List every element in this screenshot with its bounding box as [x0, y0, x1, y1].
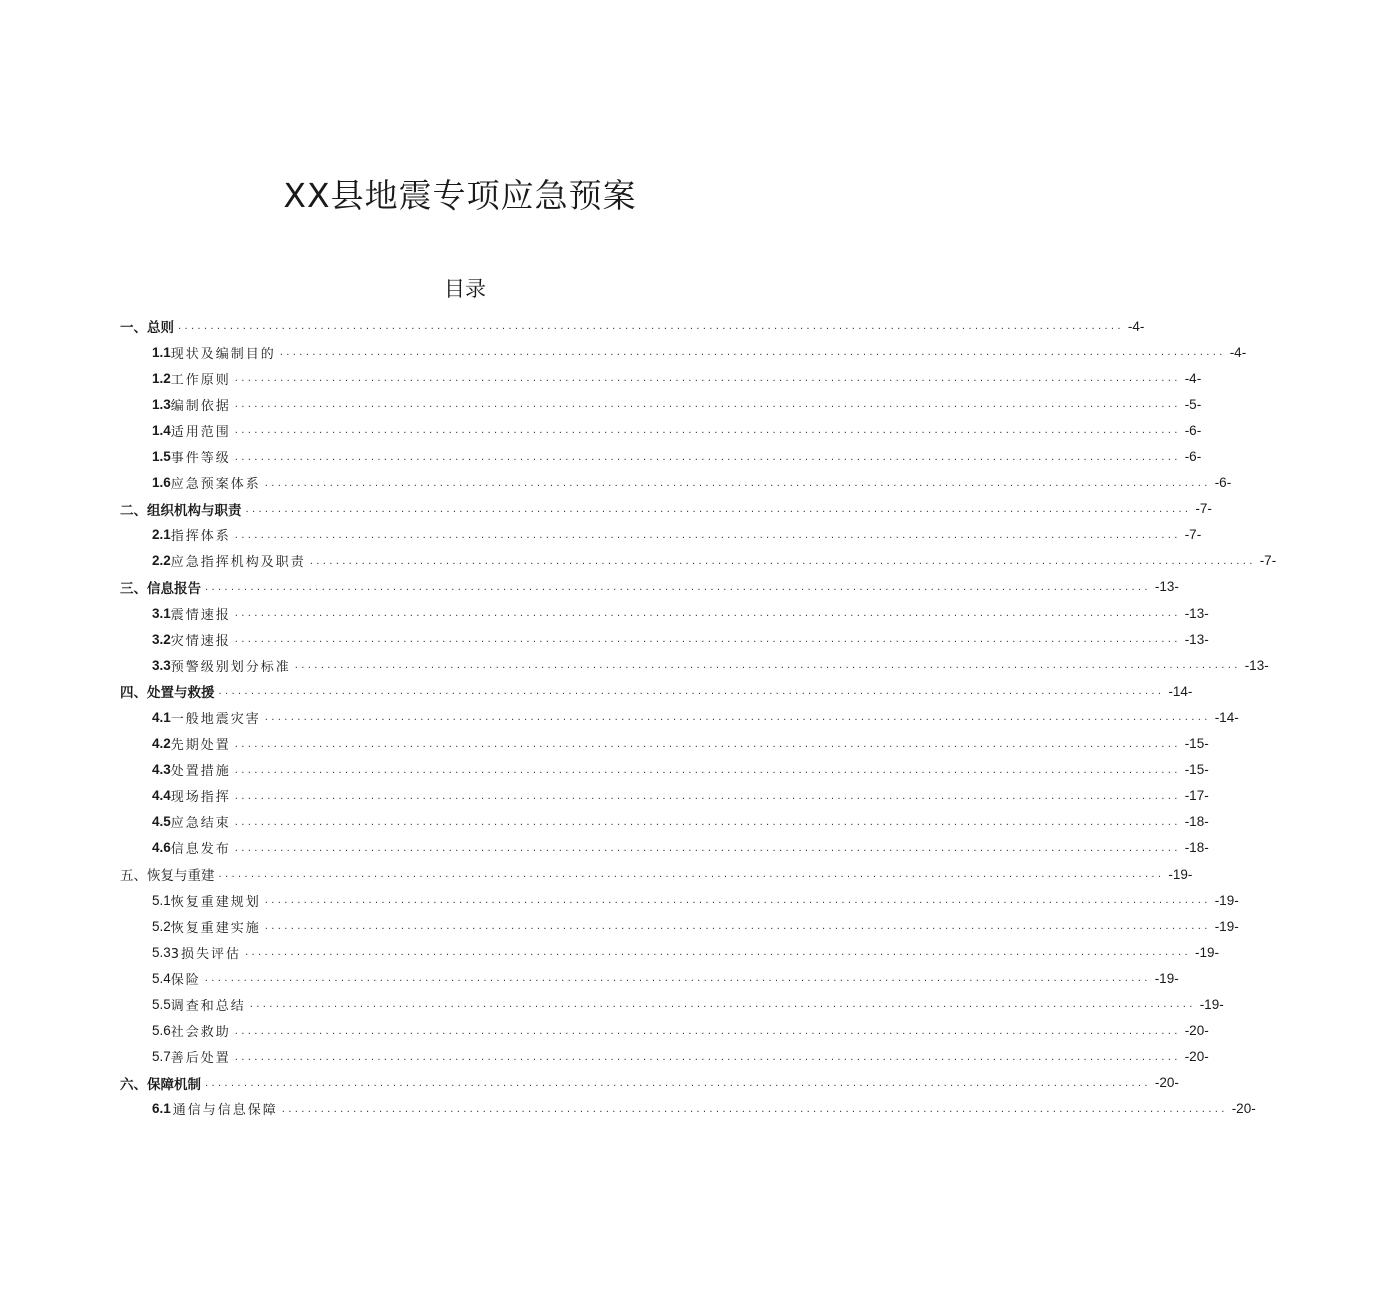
toc-entry[interactable] — [0, 548, 1277, 574]
toc-entry[interactable] — [0, 809, 1209, 835]
toc-entry-label: 应急指挥机构及职责 — [170, 555, 306, 571]
toc-dot-leader: .................................................................................................................................................. — [234, 1051, 1181, 1063]
toc-dot-leader: .................................................................................................................................................. — [234, 1025, 1181, 1037]
toc-dot-leader: .................................................................................................................................................. — [234, 842, 1181, 854]
toc-entry-page-number: -19- — [1199, 996, 1224, 1012]
toc-dot-leader: .................................................................................................................................................. — [281, 1103, 1228, 1115]
toc-entry[interactable] — [0, 757, 1209, 783]
toc-entry-label: 预警级别划分标准 — [170, 659, 291, 675]
toc-entry-number: 4.6 — [152, 840, 171, 856]
toc-entry-label: 处置措施 — [170, 764, 231, 780]
toc-entry-label: 恢复重建规划 — [170, 894, 261, 910]
toc-dot-leader: .................................................................................................................................................. — [234, 764, 1181, 776]
toc-entry-label: 指挥体系 — [170, 529, 231, 545]
toc-entry[interactable] — [0, 496, 1212, 522]
toc-entry[interactable] — [0, 339, 1247, 365]
toc-entry-page-number: -4- — [1184, 370, 1202, 386]
toc-entry-number: 4.5 — [152, 814, 171, 830]
toc-entry[interactable] — [0, 600, 1209, 626]
toc-entry[interactable] — [0, 835, 1209, 861]
toc-entry-page-number: -7- — [1195, 501, 1212, 517]
toc-entry-label: 六、保障机制 — [120, 1076, 201, 1093]
toc-entry-page-number: -14- — [1214, 709, 1239, 725]
toc-entry-label: 现场指挥 — [170, 790, 231, 806]
toc-dot-leader: .................................................................................................................................................. — [234, 608, 1181, 620]
toc-entry[interactable] — [0, 391, 1202, 417]
toc-entry[interactable] — [0, 887, 1239, 913]
toc-entry-page-number: -13- — [1184, 605, 1209, 621]
toc-dot-leader: .................................................................................................................................................. — [245, 503, 1192, 515]
toc-entry-number: 5.2 — [152, 918, 171, 934]
toc-entry[interactable] — [0, 861, 1193, 887]
toc-entry-label: 3损失评估 — [170, 946, 242, 962]
toc-entry-page-number: -19- — [1154, 970, 1179, 986]
toc-entry-page-number: -7- — [1259, 553, 1277, 569]
toc-entry-label: 二、组织机构与职责 — [120, 502, 242, 519]
toc-entry-page-number: -4- — [1229, 344, 1247, 360]
toc-entry[interactable] — [0, 704, 1239, 730]
toc-dot-leader: .................................................................................................................................................. — [205, 581, 1151, 593]
toc-entry-number: 5.3 — [152, 944, 171, 960]
toc-entry-page-number: -4- — [1127, 318, 1145, 334]
toc-entry-label: 震情速报 — [170, 607, 231, 623]
toc-entry-label: 适用范围 — [170, 424, 231, 440]
toc-entry-label: 应急预案体系 — [170, 477, 261, 493]
toc-entry-label: 应急结束 — [170, 816, 231, 832]
toc-entry-page-number: -5- — [1184, 396, 1202, 412]
toc-entry-number: 1.5 — [152, 449, 171, 465]
toc-entry-page-number: -17- — [1184, 788, 1209, 804]
toc-entry-page-number: -15- — [1184, 762, 1209, 778]
toc-entry-page-number: -15- — [1184, 736, 1209, 752]
toc-entry-page-number: -20- — [1184, 1023, 1209, 1039]
toc-dot-leader: .................................................................................................................................................. — [264, 712, 1211, 724]
toc-entry-number: 1.1 — [152, 344, 171, 360]
toc-entry-page-number: -19- — [1194, 944, 1219, 960]
toc-entry-page-number: -20- — [1231, 1101, 1256, 1117]
toc-entry-label: 社会救助 — [170, 1025, 231, 1041]
toc-entry[interactable] — [0, 652, 1269, 678]
toc-dot-leader: .................................................................................................................................................. — [279, 347, 1226, 359]
toc-entry-label: 三、信息报告 — [120, 580, 201, 597]
toc-entry-page-number: -20- — [1184, 1049, 1209, 1065]
toc-entry-label: 恢复重建实施 — [170, 920, 261, 936]
toc-entry-page-number: -20- — [1154, 1075, 1179, 1091]
toc-dot-leader: .................................................................................................................................................. — [234, 425, 1181, 437]
toc-entry-number: 5.5 — [152, 996, 171, 1012]
toc-dot-leader: .................................................................................................................................................. — [264, 477, 1211, 489]
toc-entry-label: 调查和总结 — [170, 998, 246, 1014]
toc-entry[interactable] — [0, 783, 1209, 809]
toc-entry-label: 一、总则 — [120, 320, 174, 337]
toc-dot-leader: .................................................................................................................................................. — [234, 816, 1181, 828]
toc-entry[interactable] — [0, 313, 1145, 339]
toc-entry-page-number: -14- — [1168, 683, 1193, 699]
toc-entry-page-number: -13- — [1184, 631, 1209, 647]
toc-entry-label: 编制依据 — [170, 398, 231, 414]
toc-entry-label: 灾情速报 — [170, 633, 231, 649]
toc-entry-label: 现状及编制目的 — [170, 346, 276, 362]
toc-entry-label: 保险 — [170, 972, 201, 988]
toc-dot-leader: .................................................................................................................................................. — [234, 738, 1181, 750]
toc-dot-leader: .................................................................................................................................................. — [309, 555, 1256, 567]
toc-dot-leader: .................................................................................................................................................. — [294, 660, 1241, 672]
toc-entry-page-number: -18- — [1184, 840, 1209, 856]
toc-entry-number: 4.1 — [152, 709, 171, 725]
toc-entry-number: 4.4 — [152, 788, 171, 804]
toc-dot-leader: .................................................................................................................................................. — [218, 686, 1165, 698]
toc-entry[interactable] — [0, 1096, 1256, 1122]
toc-dot-leader: .................................................................................................................................................. — [205, 1077, 1151, 1089]
toc-entry-page-number: -6- — [1214, 475, 1232, 491]
toc-entry-number: 3.1 — [152, 605, 171, 621]
toc-dot-leader: .................................................................................................................................................. — [234, 529, 1181, 541]
toc-entry-number: 1.4 — [152, 422, 171, 438]
toc-entry-number: 4.2 — [152, 736, 171, 752]
toc-dot-leader: .................................................................................................................................................. — [218, 869, 1165, 881]
toc-dot-leader: .................................................................................................................................................. — [178, 321, 1124, 333]
toc-entry[interactable] — [0, 417, 1202, 443]
toc-entry[interactable] — [0, 626, 1209, 652]
toc-entry-label: 事件等级 — [170, 451, 231, 467]
toc-entry-page-number: -19- — [1214, 918, 1239, 934]
toc-entry-label: 一般地震灾害 — [170, 711, 261, 727]
toc-dot-leader: .................................................................................................................................................. — [234, 451, 1181, 463]
toc-entry-number: 5.1 — [152, 892, 171, 908]
toc-entry[interactable] — [0, 939, 1219, 965]
toc-entry-number: 4.3 — [152, 762, 171, 778]
toc-entry-page-number: -13- — [1244, 657, 1269, 673]
toc-entry-number: 3.2 — [152, 631, 171, 647]
toc-entry-page-number: -6- — [1184, 422, 1202, 438]
toc-dot-leader: .................................................................................................................................................. — [245, 947, 1191, 959]
toc-entry-label: 信息发布 — [170, 842, 231, 858]
toc-entry[interactable] — [0, 470, 1232, 496]
toc-entry-number: 1.2 — [152, 370, 171, 386]
toc-entry-page-number: -19- — [1214, 892, 1239, 908]
toc-entry-page-number: -19- — [1168, 866, 1193, 882]
toc-entry[interactable] — [0, 1044, 1209, 1070]
toc-entry-number: 3.3 — [152, 657, 171, 673]
toc-entry-label: 四、处置与救援 — [120, 685, 215, 702]
toc-entry-page-number: -13- — [1154, 579, 1179, 595]
document-title: XX县地震专项应急预案 — [283, 176, 637, 215]
toc-entry-number: 5.4 — [152, 970, 171, 986]
toc-entry[interactable] — [0, 365, 1202, 391]
toc-entry-label: 通信与信息保障 — [172, 1103, 278, 1119]
toc-entry-page-number: -6- — [1184, 449, 1202, 465]
toc-entry-number: 1.3 — [152, 396, 171, 412]
toc-dot-leader: .................................................................................................................................................. — [234, 399, 1181, 411]
toc-entry[interactable] — [0, 991, 1224, 1017]
toc-dot-leader: .................................................................................................................................................. — [204, 973, 1151, 985]
toc-entry-page-number: -7- — [1184, 527, 1202, 543]
toc-heading: 目录 — [444, 277, 486, 301]
toc-entry[interactable] — [0, 443, 1202, 469]
toc-entry[interactable] — [0, 574, 1179, 600]
toc-entry[interactable] — [0, 678, 1193, 704]
toc-entry[interactable] — [0, 913, 1239, 939]
toc-dot-leader: .................................................................................................................................................. — [234, 373, 1181, 385]
toc-entry-label: 善后处置 — [170, 1051, 231, 1067]
table-of-contents — [0, 313, 1277, 1122]
toc-entry-number: 5.6 — [152, 1023, 171, 1039]
toc-entry[interactable] — [0, 731, 1209, 757]
toc-entry-number: 1.6 — [152, 475, 171, 491]
toc-entry-label: 工作原则 — [170, 372, 231, 388]
toc-entry[interactable] — [0, 965, 1179, 991]
toc-entry-label: 先期处置 — [170, 738, 231, 754]
toc-entry[interactable] — [0, 522, 1202, 548]
toc-dot-leader: .................................................................................................................................................. — [249, 999, 1196, 1011]
toc-entry-number: 2.1 — [152, 527, 171, 543]
toc-dot-leader: .................................................................................................................................................. — [234, 790, 1181, 802]
toc-entry[interactable] — [0, 1070, 1179, 1096]
toc-entry-number: 5.7 — [152, 1049, 171, 1065]
toc-entry[interactable] — [0, 1018, 1209, 1044]
toc-entry-number: 6.1 — [152, 1101, 171, 1117]
toc-entry-page-number: -18- — [1184, 814, 1209, 830]
toc-dot-leader: .................................................................................................................................................. — [264, 895, 1211, 907]
toc-entry-label: 五、恢复与重建 — [120, 868, 215, 885]
toc-entry-number: 2.2 — [152, 553, 171, 569]
toc-dot-leader: .................................................................................................................................................. — [234, 634, 1181, 646]
toc-dot-leader: .................................................................................................................................................. — [264, 921, 1211, 933]
